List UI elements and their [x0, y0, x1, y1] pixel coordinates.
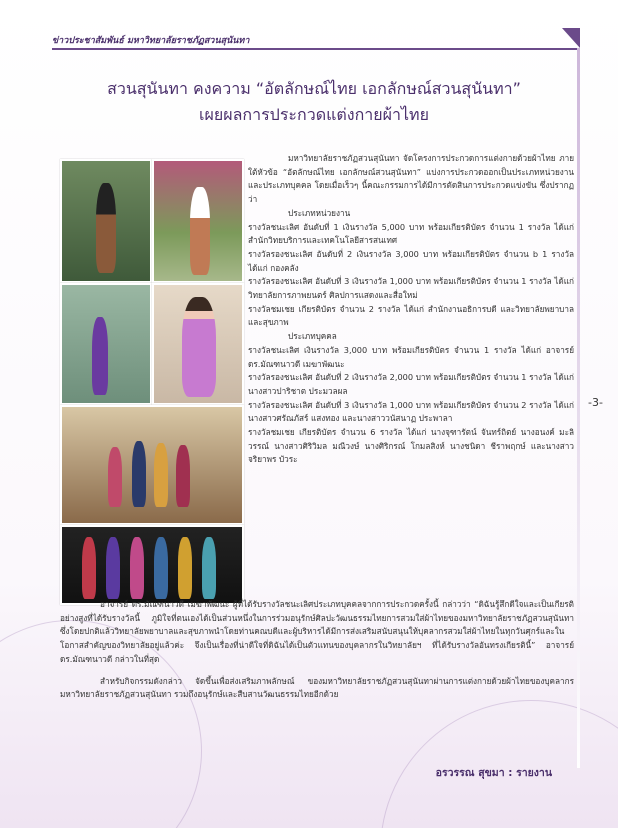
article-body [248, 152, 574, 467]
intro-paragraph: มหาวิทยาลัยราชภัฏสวนสุนันทา จัดโครงการประกวดการแต่งกายด้วยผ้าไทย ภายใต้หัวข้อ “อัตลักษณ์ไทย เอกลักษณ์สวนสุนันทา” แบ่งการประกวดออกเป็นประเภทหน่วยงานและประเภทบุคคล โดยเมื่อเร็วๆ นี้คณะกรรมการได้มีการตัดสินการประกวดแข่งขัน ซึ่งปรากฏว่า [248, 153, 574, 205]
article-title [40, 76, 588, 128]
unit-award-3: รางวัลรองชนะเลิศ อันดับที่ 3 เงินรางวัล 1,000 บาท พร้อมเกียรติบัตร จำนวน 1 รางวัล ได้แก่ วิทยาลัยการภาพยนตร์ ศิลปการแสดงและสื่อใหม่ [248, 276, 574, 301]
title-line-2: เผยผลการประกวดแต่งกายผ้าไทย [199, 105, 429, 124]
photo-runnerup-unit-1 [60, 283, 152, 405]
corner-fold-decoration [562, 28, 580, 48]
photo-group-indoor [60, 405, 244, 525]
quote-paragraph: อาจารย์ ดร.มัณฑนาวดี เมฆาพัฒนะ ผู้ที่ได้รับรางวัลชนะเลิศประเภทบุคคลจากการประกวดครั้งนี้ กล่าวว่า “ดิฉันรู้สึกดีใจและเป็นเกียรติอย่างสูงที่ได้รับรางวัลนี้ ภูมิใจที่ตนเองได้เป็นส่วนหนึ่งในการร่วมอนุรักษ์ศิลปะวัฒนธรรมไทยการสวมใส่ผ้าไทยของมหาวิทยาลัยราชภัฏสวนสุนันทา ซึ่งโดยปกติแล้ววิทยาลัยพยาบาลและสุขภาพนำโดยท่านคณบดีและผู้บริหารได้มีการส่งเสริมสนับสนุนให้บุคลากรสวมใส่ผ้าไทยในทุกวันศุกร์และในโอกาสสำคัญของวิทยาลัยอยู่แล้วค่ะ จึงเป็นเรื่องที่น่าดีใจที่ดิฉันได้เป็นตัวแทนของบุคลากรในวิทยาลัยฯ ที่ได้รับรางวัลอันทรงเกียรตินี้” อาจารย์ ดร.มัณฑนาวดี กล่าวในที่สุด [60, 599, 574, 664]
person-award-1: รางวัลชนะเลิศ เงินรางวัล 3,000 บาท พร้อมเกียรติบัตร จำนวน 1 รางวัล ได้แก่ อาจารย์ ดร.มัณฑนาวดี เมฆาพัฒนะ [248, 344, 574, 369]
person-award-2: รางวัลรองชนะเลิศ อันดับที่ 2 เงินรางวัล 2,000 บาท พร้อมเกียรติบัตร จำนวน 1 รางวัล ได้แก่ นางสาวปาริชาต ประมวลผล [248, 372, 574, 396]
unit-award-4: รางวัลชมเชย เกียรติบัตร จำนวน 2 รางวัล ได้แก่ สำนักงานอธิการบดี และวิทยาลัยพยาบาลและสุขภาพ [248, 303, 574, 328]
closing-paragraph: สำหรับกิจกรรมดังกล่าว จัดขึ้นเพื่อส่งเสริมภาพลักษณ์ ของมหาวิทยาลัยราชภัฏสวนสุนันทาผ่านการแต่งกายด้วยผ้าไทยของบุคลากรมหาวิทยาลัยราชภัฏสวนสุนันทา รวมถึงอนุรักษ์และสืบสานวัฒนธรรมไทยอีกด้วย [60, 675, 574, 700]
person-award-4: รางวัลชมเชย เกียรติบัตร จำนวน 6 รางวัล ได้แก่ นางจุฑารัตน์ จันทร์ถิตย์ นางอนงค์ มะลิวรรณ์ นางสาวศิริวิมล มณีวงษ์ นางศิริกรณ์ โกมลสิงห์ นางชนิดา ชีราพฤกษ์ และนางสาวจริยาพร บัวระ [248, 427, 574, 465]
photo-group-dark [60, 525, 244, 605]
article-conclusion [60, 598, 574, 710]
header-text: ข่าวประชาสัมพันธ์ มหาวิทยาลัยราชภัฏสวนสุนันทา [52, 36, 250, 46]
side-accent-bar [577, 48, 580, 768]
header-bar [52, 34, 578, 50]
unit-category-heading: ประเภทหน่วยงาน [288, 207, 351, 218]
reporter-credit: อรวรรณ สุขมา : รายงาน [435, 767, 552, 779]
person-award-3: รางวัลรองชนะเลิศ อันดับที่ 3 เงินรางวัล 1,000 บาท พร้อมเกียรติบัตร จำนวน 2 รางวัล ได้แก่ นางสาวศรัณภัสร์ แสงทอง และนางสาววนัสนาฏ ประพาลา [248, 399, 574, 424]
person-category-heading: ประเภทบุคคล [288, 331, 337, 342]
page-number: -3- [588, 396, 603, 409]
unit-award-2: รางวัลรองชนะเลิศ อันดับที่ 2 เงินรางวัล 3,000 บาท พร้อมเกียรติบัตร จำนวน b 1 รางวัล ได้แก่ กองคลัง [248, 248, 574, 273]
photo-runnerup-unit-2 [152, 283, 244, 405]
unit-award-1: รางวัลชนะเลิศ อันดับที่ 1 เงินรางวัล 5,000 บาท พร้อมเกียรติบัตร จำนวน 1 รางวัล ได้แก่ สำนักวิทยบริการและเทคโนโลยีสารสนเทศ [248, 221, 574, 246]
title-line-1: สวนสุนันทา คงความ “อัตลักษณ์ไทย เอกลักษณ์สวนสุนันทา” [107, 79, 521, 98]
photo-winner-unit-2 [152, 159, 244, 283]
photo-winner-unit-1 [60, 159, 152, 283]
